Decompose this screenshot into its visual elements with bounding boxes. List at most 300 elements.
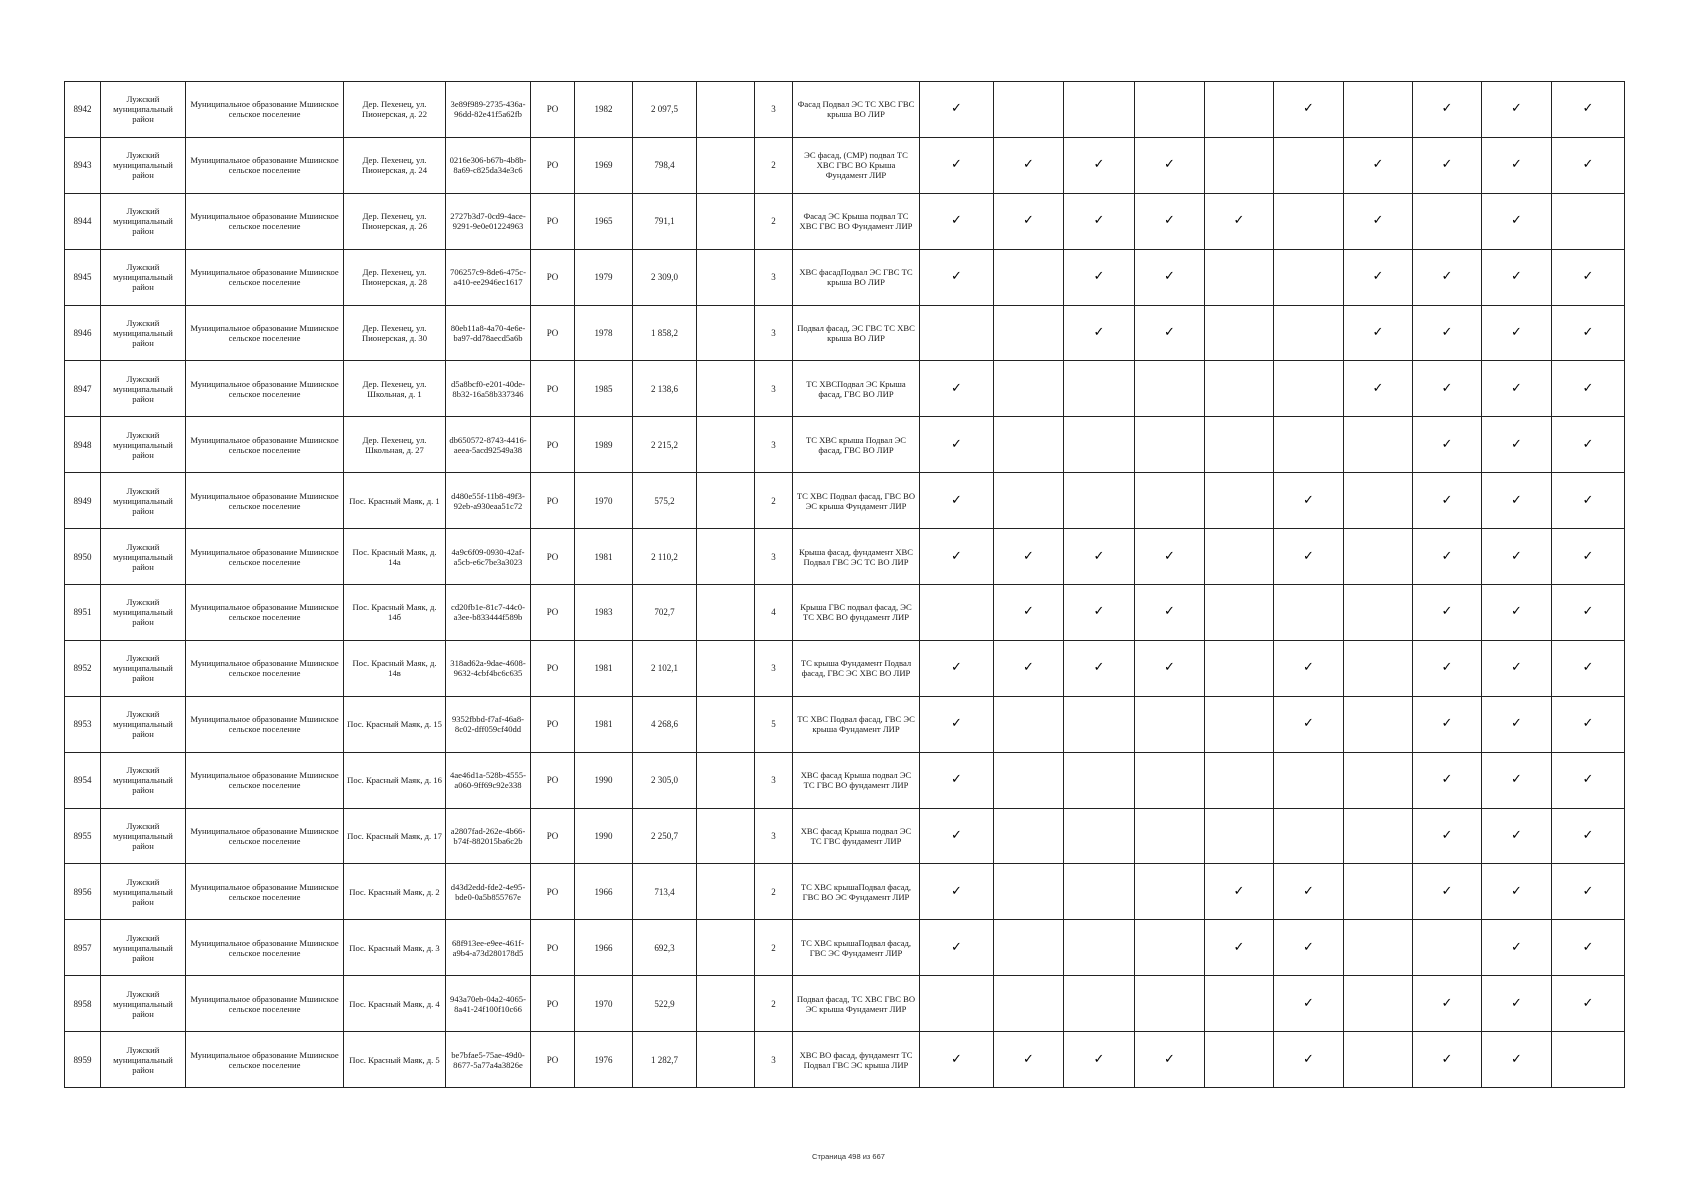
check-mark-icon: ✓ — [1344, 305, 1413, 361]
empty-check-cell — [994, 920, 1064, 976]
address-cell: Пос. Красный Маяк, д. 14а — [344, 529, 446, 585]
check-mark-icon: ✓ — [920, 361, 994, 417]
area-cell: 4 268,6 — [633, 696, 697, 752]
address-cell: Пос. Красный Маяк, д. 1 — [344, 473, 446, 529]
check-mark-icon: ✓ — [1274, 864, 1344, 920]
row-number-cell: 8942 — [65, 82, 101, 138]
address-cell: Пос. Красный Маяк, д. 5 — [344, 1032, 446, 1088]
check-mark-icon: ✓ — [1552, 305, 1625, 361]
empty-cell — [697, 473, 755, 529]
district-cell: Лужский муниципальный район — [101, 361, 186, 417]
row-number-cell: 8958 — [65, 976, 101, 1032]
address-cell: Пос. Красный Маяк, д. 4 — [344, 976, 446, 1032]
check-mark-icon: ✓ — [920, 640, 994, 696]
works-list-cell: Фасад ЭС Крыша подвал ТС ХВС ГВС ВО Фундамент ЛИР — [793, 193, 920, 249]
empty-check-cell — [994, 82, 1064, 138]
check-mark-icon: ✓ — [1135, 305, 1205, 361]
fund-type-cell: РО — [531, 193, 575, 249]
check-mark-icon: ✓ — [1413, 752, 1482, 808]
check-mark-icon: ✓ — [1344, 249, 1413, 305]
check-mark-icon: ✓ — [1482, 361, 1552, 417]
address-cell: Пос. Красный Маяк, д. 14б — [344, 585, 446, 641]
empty-check-cell — [1135, 976, 1205, 1032]
check-mark-icon: ✓ — [1135, 1032, 1205, 1088]
check-mark-icon: ✓ — [1274, 920, 1344, 976]
build-year-cell: 1989 — [575, 417, 633, 473]
empty-check-cell — [1064, 361, 1135, 417]
empty-check-cell — [1205, 82, 1274, 138]
house-guid-cell: db650572-8743-4416-aeea-5acd92549a38 — [446, 417, 531, 473]
empty-cell — [697, 417, 755, 473]
empty-cell — [697, 529, 755, 585]
empty-check-cell — [1064, 864, 1135, 920]
empty-check-cell — [1552, 1032, 1625, 1088]
row-number-cell: 8954 — [65, 752, 101, 808]
district-cell: Лужский муниципальный район — [101, 249, 186, 305]
house-guid-cell: 4a9c6f09-0930-42af-a5cb-e6c7be3a3023 — [446, 529, 531, 585]
empty-check-cell — [1274, 137, 1344, 193]
check-mark-icon: ✓ — [1482, 473, 1552, 529]
check-mark-icon: ✓ — [1413, 640, 1482, 696]
empty-check-cell — [1064, 417, 1135, 473]
empty-cell — [697, 808, 755, 864]
works-list-cell: ХВС ВО фасад, фундамент ТС Подвал ГВС ЭС крыша ЛИР — [793, 1032, 920, 1088]
empty-check-cell — [1205, 640, 1274, 696]
check-mark-icon: ✓ — [1413, 1032, 1482, 1088]
empty-check-cell — [1135, 752, 1205, 808]
check-mark-icon: ✓ — [1482, 808, 1552, 864]
empty-check-cell — [1135, 696, 1205, 752]
empty-check-cell — [1135, 417, 1205, 473]
table-row — [65, 529, 1625, 585]
district-cell: Лужский муниципальный район — [101, 864, 186, 920]
check-mark-icon: ✓ — [1344, 193, 1413, 249]
municipality-cell: Муниципальное образование Мшинское сельское поселение — [186, 193, 344, 249]
municipality-cell: Муниципальное образование Мшинское сельское поселение — [186, 808, 344, 864]
floors-cell: 2 — [755, 137, 793, 193]
empty-cell — [697, 752, 755, 808]
municipality-cell: Муниципальное образование Мшинское сельское поселение — [186, 864, 344, 920]
floors-cell: 3 — [755, 752, 793, 808]
municipality-cell: Муниципальное образование Мшинское сельское поселение — [186, 640, 344, 696]
district-cell: Лужский муниципальный район — [101, 808, 186, 864]
check-mark-icon: ✓ — [1482, 976, 1552, 1032]
empty-check-cell — [1205, 361, 1274, 417]
empty-check-cell — [1135, 808, 1205, 864]
check-mark-icon: ✓ — [1135, 529, 1205, 585]
works-list-cell: ТС ХВС Подвал фасад, ГВС ВО ЭС крыша Фундамент ЛИР — [793, 473, 920, 529]
row-number-cell: 8959 — [65, 1032, 101, 1088]
empty-check-cell — [1552, 193, 1625, 249]
empty-cell — [697, 137, 755, 193]
row-number-cell: 8948 — [65, 417, 101, 473]
municipality-cell: Муниципальное образование Мшинское сельское поселение — [186, 305, 344, 361]
check-mark-icon: ✓ — [1552, 976, 1625, 1032]
district-cell: Лужский муниципальный район — [101, 696, 186, 752]
works-list-cell: ТС ХВС крыша Подвал ЭС фасад, ГВС ВО ЛИР — [793, 417, 920, 473]
row-number-cell: 8946 — [65, 305, 101, 361]
fund-type-cell: РО — [531, 585, 575, 641]
row-number-cell: 8952 — [65, 640, 101, 696]
works-list-cell: Фасад Подвал ЭС ТС ХВС ГВС крыша ВО ЛИР — [793, 82, 920, 138]
floors-cell: 3 — [755, 361, 793, 417]
empty-check-cell — [994, 976, 1064, 1032]
municipality-cell: Муниципальное образование Мшинское сельское поселение — [186, 82, 344, 138]
empty-cell — [697, 696, 755, 752]
fund-type-cell: РО — [531, 249, 575, 305]
check-mark-icon: ✓ — [1482, 640, 1552, 696]
check-mark-icon: ✓ — [1552, 361, 1625, 417]
check-mark-icon: ✓ — [1205, 193, 1274, 249]
empty-cell — [697, 864, 755, 920]
house-guid-cell: cd20fb1e-81c7-44c0-a3ee-b833444f589b — [446, 585, 531, 641]
empty-check-cell — [1135, 361, 1205, 417]
row-number-cell: 8944 — [65, 193, 101, 249]
address-cell: Дер. Пехенец, ул. Пионерская, д. 22 — [344, 82, 446, 138]
area-cell: 522,9 — [633, 976, 697, 1032]
area-cell: 2 305,0 — [633, 752, 697, 808]
address-cell: Пос. Красный Маяк, д. 2 — [344, 864, 446, 920]
fund-type-cell: РО — [531, 361, 575, 417]
check-mark-icon: ✓ — [1413, 696, 1482, 752]
fund-type-cell: РО — [531, 137, 575, 193]
address-cell: Пос. Красный Маяк, д. 3 — [344, 920, 446, 976]
empty-check-cell — [920, 585, 994, 641]
fund-type-cell: РО — [531, 976, 575, 1032]
municipality-cell: Муниципальное образование Мшинское сельское поселение — [186, 585, 344, 641]
table-row — [65, 585, 1625, 641]
house-guid-cell: d5a8bcf0-e201-40de-8b32-16a58b337346 — [446, 361, 531, 417]
works-list-cell: Подвал фасад, ЭС ГВС ТС ХВС крыша ВО ЛИР — [793, 305, 920, 361]
check-mark-icon: ✓ — [1413, 473, 1482, 529]
empty-check-cell — [1274, 305, 1344, 361]
empty-check-cell — [1135, 920, 1205, 976]
build-year-cell: 1981 — [575, 640, 633, 696]
address-cell: Дер. Пехенец, ул. Пионерская, д. 24 — [344, 137, 446, 193]
empty-check-cell — [1344, 82, 1413, 138]
district-cell: Лужский муниципальный район — [101, 976, 186, 1032]
empty-check-cell — [1344, 920, 1413, 976]
empty-check-cell — [1344, 696, 1413, 752]
build-year-cell: 1966 — [575, 920, 633, 976]
district-cell: Лужский муниципальный район — [101, 305, 186, 361]
empty-check-cell — [1205, 137, 1274, 193]
check-mark-icon: ✓ — [1064, 305, 1135, 361]
check-mark-icon: ✓ — [1482, 864, 1552, 920]
table-body — [65, 82, 1625, 1088]
area-cell: 2 250,7 — [633, 808, 697, 864]
check-mark-icon: ✓ — [1552, 808, 1625, 864]
floors-cell: 3 — [755, 1032, 793, 1088]
empty-check-cell — [994, 249, 1064, 305]
fund-type-cell: РО — [531, 696, 575, 752]
works-list-cell: Крыша ГВС подвал фасад, ЭС ТС ХВС ВО фундамент ЛИР — [793, 585, 920, 641]
municipality-cell: Муниципальное образование Мшинское сельское поселение — [186, 920, 344, 976]
fund-type-cell: РО — [531, 417, 575, 473]
area-cell: 2 102,1 — [633, 640, 697, 696]
build-year-cell: 1979 — [575, 249, 633, 305]
area-cell: 713,4 — [633, 864, 697, 920]
check-mark-icon: ✓ — [1552, 82, 1625, 138]
check-mark-icon: ✓ — [994, 137, 1064, 193]
floors-cell: 3 — [755, 417, 793, 473]
empty-check-cell — [920, 305, 994, 361]
floors-cell: 2 — [755, 864, 793, 920]
fund-type-cell: РО — [531, 920, 575, 976]
house-guid-cell: d43d2edd-fde2-4e95-bde0-0a5b855767e — [446, 864, 531, 920]
area-cell: 1 858,2 — [633, 305, 697, 361]
build-year-cell: 1978 — [575, 305, 633, 361]
check-mark-icon: ✓ — [1482, 249, 1552, 305]
check-mark-icon: ✓ — [920, 82, 994, 138]
check-mark-icon: ✓ — [1274, 529, 1344, 585]
fund-type-cell: РО — [531, 808, 575, 864]
empty-cell — [697, 976, 755, 1032]
empty-cell — [697, 82, 755, 138]
row-number-cell: 8957 — [65, 920, 101, 976]
check-mark-icon: ✓ — [1344, 137, 1413, 193]
table-row — [65, 752, 1625, 808]
check-mark-icon: ✓ — [1274, 640, 1344, 696]
check-mark-icon: ✓ — [1064, 249, 1135, 305]
fund-type-cell: РО — [531, 640, 575, 696]
area-cell: 2 138,6 — [633, 361, 697, 417]
check-mark-icon: ✓ — [920, 1032, 994, 1088]
house-guid-cell: 0216e306-b67b-4b8b-8a69-c825da34e3c6 — [446, 137, 531, 193]
works-list-cell: ЭС фасад, (СМР) подвал ТС ХВС ГВС ВО Крыша Фундамент ЛИР — [793, 137, 920, 193]
address-cell: Дер. Пехенец, ул. Пионерская, д. 26 — [344, 193, 446, 249]
empty-check-cell — [1135, 473, 1205, 529]
check-mark-icon: ✓ — [1413, 864, 1482, 920]
empty-check-cell — [994, 305, 1064, 361]
floors-cell: 2 — [755, 193, 793, 249]
floors-cell: 3 — [755, 82, 793, 138]
check-mark-icon: ✓ — [1135, 640, 1205, 696]
row-number-cell: 8943 — [65, 137, 101, 193]
house-guid-cell: 706257c9-8de6-475c-a410-ee2946ec1617 — [446, 249, 531, 305]
district-cell: Лужский муниципальный район — [101, 137, 186, 193]
area-cell: 692,3 — [633, 920, 697, 976]
address-cell: Пос. Красный Маяк, д. 14в — [344, 640, 446, 696]
housing-register-table — [64, 81, 1625, 1088]
floors-cell: 2 — [755, 920, 793, 976]
check-mark-icon: ✓ — [1413, 305, 1482, 361]
check-mark-icon: ✓ — [1064, 193, 1135, 249]
check-mark-icon: ✓ — [1482, 417, 1552, 473]
row-number-cell: 8956 — [65, 864, 101, 920]
check-mark-icon: ✓ — [1413, 529, 1482, 585]
district-cell: Лужский муниципальный район — [101, 752, 186, 808]
check-mark-icon: ✓ — [994, 193, 1064, 249]
check-mark-icon: ✓ — [1135, 585, 1205, 641]
municipality-cell: Муниципальное образование Мшинское сельское поселение — [186, 752, 344, 808]
house-guid-cell: d480e55f-11b8-49f3-92eb-a930eaa51c72 — [446, 473, 531, 529]
address-cell: Пос. Красный Маяк, д. 16 — [344, 752, 446, 808]
build-year-cell: 1970 — [575, 473, 633, 529]
address-cell: Дер. Пехенец, ул. Пионерская, д. 28 — [344, 249, 446, 305]
check-mark-icon: ✓ — [1552, 752, 1625, 808]
empty-check-cell — [1344, 417, 1413, 473]
check-mark-icon: ✓ — [1064, 1032, 1135, 1088]
check-mark-icon: ✓ — [1413, 417, 1482, 473]
build-year-cell: 1965 — [575, 193, 633, 249]
check-mark-icon: ✓ — [1274, 82, 1344, 138]
works-list-cell: ХВС фасадПодвал ЭС ГВС ТС крыша ВО ЛИР — [793, 249, 920, 305]
district-cell: Лужский муниципальный район — [101, 193, 186, 249]
table-row — [65, 920, 1625, 976]
works-list-cell: Подвал фасад, ТС ХВС ГВС ВО ЭС крыша Фундамент ЛИР — [793, 976, 920, 1032]
check-mark-icon: ✓ — [920, 137, 994, 193]
floors-cell: 5 — [755, 696, 793, 752]
empty-check-cell — [994, 808, 1064, 864]
empty-check-cell — [1274, 249, 1344, 305]
check-mark-icon: ✓ — [920, 193, 994, 249]
municipality-cell: Муниципальное образование Мшинское сельское поселение — [186, 1032, 344, 1088]
house-guid-cell: be7bfae5-75ae-49d0-8677-5a77a4a3826e — [446, 1032, 531, 1088]
empty-check-cell — [1205, 473, 1274, 529]
municipality-cell: Муниципальное образование Мшинское сельское поселение — [186, 417, 344, 473]
build-year-cell: 1966 — [575, 864, 633, 920]
check-mark-icon: ✓ — [920, 864, 994, 920]
check-mark-icon: ✓ — [1482, 305, 1552, 361]
table-row — [65, 417, 1625, 473]
municipality-cell: Муниципальное образование Мшинское сельское поселение — [186, 473, 344, 529]
check-mark-icon: ✓ — [1344, 361, 1413, 417]
empty-check-cell — [1344, 640, 1413, 696]
check-mark-icon: ✓ — [1413, 82, 1482, 138]
municipality-cell: Муниципальное образование Мшинское сельское поселение — [186, 137, 344, 193]
table-row — [65, 137, 1625, 193]
empty-check-cell — [1205, 808, 1274, 864]
works-list-cell: ХВС фасад Крыша подвал ЭС ТС ГВС фундамент ЛИР — [793, 808, 920, 864]
row-number-cell: 8955 — [65, 808, 101, 864]
table-row — [65, 808, 1625, 864]
works-list-cell: ТС ХВС крышаПодвал фасад, ГВС ЭС Фундамент ЛИР — [793, 920, 920, 976]
area-cell: 2 110,2 — [633, 529, 697, 585]
check-mark-icon: ✓ — [1064, 137, 1135, 193]
district-cell: Лужский муниципальный район — [101, 473, 186, 529]
municipality-cell: Муниципальное образование Мшинское сельское поселение — [186, 249, 344, 305]
house-guid-cell: 318ad62a-9dae-4608-9632-4cbf4bc6c635 — [446, 640, 531, 696]
check-mark-icon: ✓ — [1274, 1032, 1344, 1088]
table-row — [65, 249, 1625, 305]
empty-check-cell — [1205, 976, 1274, 1032]
check-mark-icon: ✓ — [994, 529, 1064, 585]
check-mark-icon: ✓ — [1274, 976, 1344, 1032]
empty-check-cell — [1274, 193, 1344, 249]
check-mark-icon: ✓ — [920, 529, 994, 585]
check-mark-icon: ✓ — [1482, 1032, 1552, 1088]
check-mark-icon: ✓ — [1413, 808, 1482, 864]
municipality-cell: Муниципальное образование Мшинское сельское поселение — [186, 529, 344, 585]
empty-check-cell — [1274, 585, 1344, 641]
check-mark-icon: ✓ — [1552, 249, 1625, 305]
check-mark-icon: ✓ — [994, 1032, 1064, 1088]
empty-check-cell — [1205, 696, 1274, 752]
check-mark-icon: ✓ — [1482, 82, 1552, 138]
build-year-cell: 1990 — [575, 752, 633, 808]
table-row — [65, 193, 1625, 249]
check-mark-icon: ✓ — [920, 696, 994, 752]
build-year-cell: 1981 — [575, 529, 633, 585]
empty-check-cell — [1205, 249, 1274, 305]
empty-cell — [697, 920, 755, 976]
table-row — [65, 361, 1625, 417]
check-mark-icon: ✓ — [920, 808, 994, 864]
page-number: Страница 498 из 667 — [812, 1152, 885, 1161]
build-year-cell: 1982 — [575, 82, 633, 138]
build-year-cell: 1983 — [575, 585, 633, 641]
check-mark-icon: ✓ — [920, 249, 994, 305]
floors-cell: 3 — [755, 305, 793, 361]
check-mark-icon: ✓ — [1552, 137, 1625, 193]
empty-check-cell — [1344, 529, 1413, 585]
area-cell: 2 309,0 — [633, 249, 697, 305]
works-list-cell: ТС ХВСПодвал ЭС Крыша фасад, ГВС ВО ЛИР — [793, 361, 920, 417]
check-mark-icon: ✓ — [1064, 529, 1135, 585]
empty-check-cell — [1344, 976, 1413, 1032]
empty-check-cell — [1064, 473, 1135, 529]
works-list-cell: ТС ХВС крышаПодвал фасад, ГВС ВО ЭС Фундамент ЛИР — [793, 864, 920, 920]
check-mark-icon: ✓ — [1064, 640, 1135, 696]
empty-check-cell — [1135, 864, 1205, 920]
row-number-cell: 8949 — [65, 473, 101, 529]
empty-check-cell — [1274, 361, 1344, 417]
empty-check-cell — [1064, 82, 1135, 138]
fund-type-cell: РО — [531, 864, 575, 920]
area-cell: 798,4 — [633, 137, 697, 193]
empty-cell — [697, 1032, 755, 1088]
empty-check-cell — [994, 473, 1064, 529]
empty-check-cell — [1274, 417, 1344, 473]
house-guid-cell: 2727b3d7-0cd9-4ace-9291-9e0e01224963 — [446, 193, 531, 249]
row-number-cell: 8951 — [65, 585, 101, 641]
works-list-cell: ХВС фасад Крыша подвал ЭС ТС ГВС ВО фундамент ЛИР — [793, 752, 920, 808]
floors-cell: 2 — [755, 976, 793, 1032]
empty-cell — [697, 361, 755, 417]
table-row — [65, 640, 1625, 696]
municipality-cell: Муниципальное образование Мшинское сельское поселение — [186, 361, 344, 417]
empty-check-cell — [1205, 752, 1274, 808]
empty-check-cell — [1205, 1032, 1274, 1088]
empty-check-cell — [1205, 417, 1274, 473]
works-list-cell: ТС крыша Фундамент Подвал фасад, ГВС ЭС ХВС ВО ЛИР — [793, 640, 920, 696]
check-mark-icon: ✓ — [920, 473, 994, 529]
check-mark-icon: ✓ — [1552, 864, 1625, 920]
check-mark-icon: ✓ — [1552, 585, 1625, 641]
table-row — [65, 305, 1625, 361]
fund-type-cell: РО — [531, 82, 575, 138]
address-cell: Пос. Красный Маяк, д. 15 — [344, 696, 446, 752]
floors-cell: 4 — [755, 585, 793, 641]
build-year-cell: 1976 — [575, 1032, 633, 1088]
house-guid-cell: 68f913ee-e9ee-461f-a9b4-a73d280178d5 — [446, 920, 531, 976]
empty-check-cell — [1064, 976, 1135, 1032]
empty-check-cell — [1413, 193, 1482, 249]
area-cell: 2 215,2 — [633, 417, 697, 473]
build-year-cell: 1970 — [575, 976, 633, 1032]
fund-type-cell: РО — [531, 1032, 575, 1088]
address-cell: Дер. Пехенец, ул. Пионерская, д. 30 — [344, 305, 446, 361]
empty-check-cell — [994, 361, 1064, 417]
check-mark-icon: ✓ — [1413, 137, 1482, 193]
fund-type-cell: РО — [531, 473, 575, 529]
check-mark-icon: ✓ — [1205, 920, 1274, 976]
build-year-cell: 1981 — [575, 696, 633, 752]
check-mark-icon: ✓ — [1413, 585, 1482, 641]
fund-type-cell: РО — [531, 305, 575, 361]
check-mark-icon: ✓ — [1274, 696, 1344, 752]
